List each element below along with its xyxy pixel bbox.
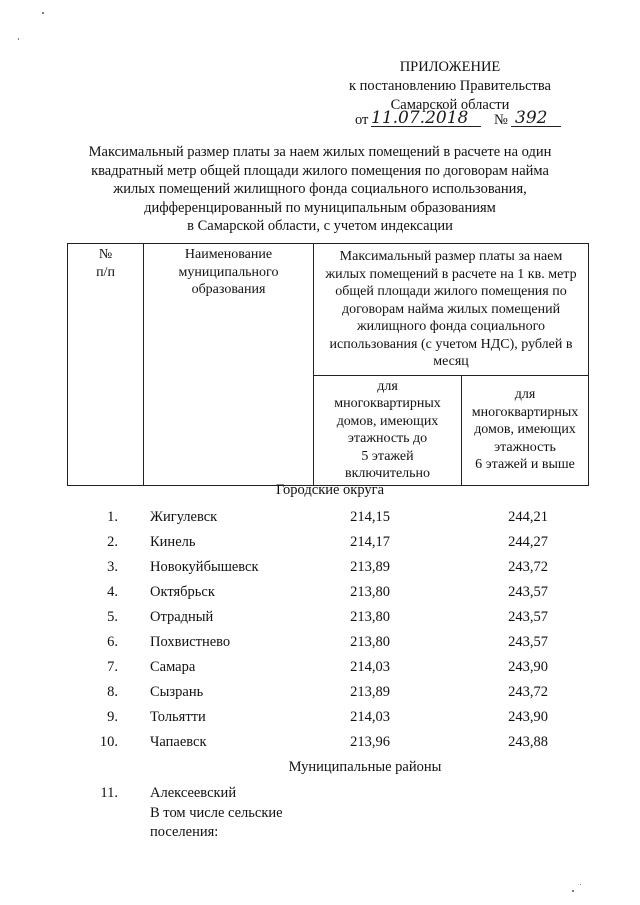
table-row	[0, 709, 640, 733]
from-label: от	[355, 112, 369, 128]
title-line: в Самарской области, с учетом индексации	[187, 218, 453, 234]
subcolumn-up-to-5-floors: для многоквартирных домов, имеющих этажность до 5 этажей включительно	[314, 375, 462, 485]
municipality-name: Кинель	[150, 534, 196, 550]
municipality-name: Новокуйбышевск	[150, 559, 259, 575]
scan-speck	[572, 890, 574, 892]
row-number: 6.	[107, 634, 118, 650]
title-line: Максимальный размер платы за наем жилых помещений в расчете на один	[88, 144, 552, 160]
title-line: дифференцированный по муниципальным образованиям	[144, 199, 496, 216]
rate-6-floors-plus: 243,72	[508, 684, 548, 700]
municipality-name: Отрадный	[150, 609, 214, 625]
rate-up-to-5-floors: 213,89	[350, 559, 390, 575]
rate-6-floors-plus: 243,72	[508, 559, 548, 575]
rate-up-to-5-floors: 214,03	[350, 709, 390, 725]
rate-6-floors-plus: 243,90	[508, 709, 548, 725]
row-number: 4.	[107, 584, 118, 600]
date-underline	[371, 126, 481, 127]
appendix-line-2: Самарской области	[390, 97, 510, 113]
note-line: поселения:	[150, 824, 219, 840]
decree-reference	[355, 110, 565, 132]
subcolumn-6-floors-and-above: для многоквартирных домов, имеющих этажность 6 этажей и выше	[462, 375, 589, 485]
column-max-rate-header: Максимальный размер платы за наем жилых помещений в расчете на 1 кв. метр общей площади жилого помещения по договорам найма жилых помещений жилищного фонда социального использования (с учетом НДС), рублей в месяц	[314, 244, 589, 376]
title-line: квадратный метр общей площади жилого помещения по договорам найма	[91, 162, 549, 179]
row-number: 10.	[99, 734, 118, 750]
table-row	[0, 609, 640, 633]
municipality-name: Октябрьск	[150, 584, 215, 600]
rate-up-to-5-floors: 214,15	[350, 509, 390, 525]
table-row	[0, 534, 640, 558]
note-line: В том числе сельские	[150, 805, 283, 821]
section-municipal-districts: Муниципальные районы	[288, 759, 442, 775]
municipality-name: Жигулевск	[150, 509, 218, 525]
rate-6-floors-plus: 244,21	[508, 509, 548, 525]
rate-6-floors-plus: 243,57	[508, 634, 548, 650]
section-urban-districts: Городские округа	[275, 482, 385, 498]
municipality-name: Алексеевский	[150, 785, 237, 801]
number-label: №	[494, 112, 508, 128]
rate-6-floors-plus: 244,27	[508, 534, 548, 550]
rate-6-floors-plus: 243,88	[508, 734, 548, 750]
table-row	[0, 509, 640, 533]
rate-up-to-5-floors: 213,80	[350, 584, 390, 600]
table-row	[0, 659, 640, 683]
row-number: 1.	[107, 509, 118, 525]
table-row	[0, 785, 640, 809]
rate-up-to-5-floors: 214,17	[350, 534, 390, 550]
appendix-title: ПРИЛОЖЕНИЕ	[399, 59, 501, 75]
row-number: 3.	[107, 559, 118, 575]
rate-up-to-5-floors: 213,96	[350, 734, 390, 750]
column-number-header: № п/п	[68, 244, 144, 486]
document-title	[70, 143, 570, 236]
rate-6-floors-plus: 243,90	[508, 659, 548, 675]
rate-up-to-5-floors: 214,03	[350, 659, 390, 675]
municipality-name: Сызрань	[150, 684, 204, 700]
row-number: 8.	[107, 684, 118, 700]
table-row	[0, 584, 640, 608]
appendix-line-1: к постановлению Правительства	[349, 78, 551, 94]
municipality-name: Похвистнево	[150, 634, 231, 650]
rate-6-floors-plus: 243,57	[508, 609, 548, 625]
municipality-name: Чапаевск	[150, 734, 207, 750]
scan-speck	[18, 38, 19, 40]
rates-table-header	[67, 243, 589, 486]
decree-number: 392	[515, 108, 548, 128]
decree-date: 11.07.2018	[371, 108, 469, 128]
rate-up-to-5-floors: 213,80	[350, 609, 390, 625]
municipality-name: Тольятти	[150, 709, 206, 725]
title-line: жилых помещений жилищного фонда социального использования,	[113, 181, 527, 197]
scan-speck	[42, 12, 44, 14]
rate-6-floors-plus: 243,57	[508, 584, 548, 600]
row-number: 5.	[107, 609, 118, 625]
table-row	[0, 559, 640, 583]
column-name-header: Наименование муниципального образования	[144, 244, 314, 486]
row-number: 2.	[107, 534, 118, 550]
table-row	[0, 634, 640, 658]
scan-speck	[580, 884, 581, 885]
rate-up-to-5-floors: 213,89	[350, 684, 390, 700]
rate-up-to-5-floors: 213,80	[350, 634, 390, 650]
row-number: 11.	[100, 785, 118, 801]
table-row	[0, 734, 640, 758]
row-number: 9.	[107, 709, 118, 725]
table-row	[0, 684, 640, 708]
number-underline	[511, 126, 561, 127]
row-number: 7.	[107, 659, 118, 675]
municipality-name: Самара	[150, 659, 196, 675]
sub-settlements-note	[150, 804, 283, 842]
